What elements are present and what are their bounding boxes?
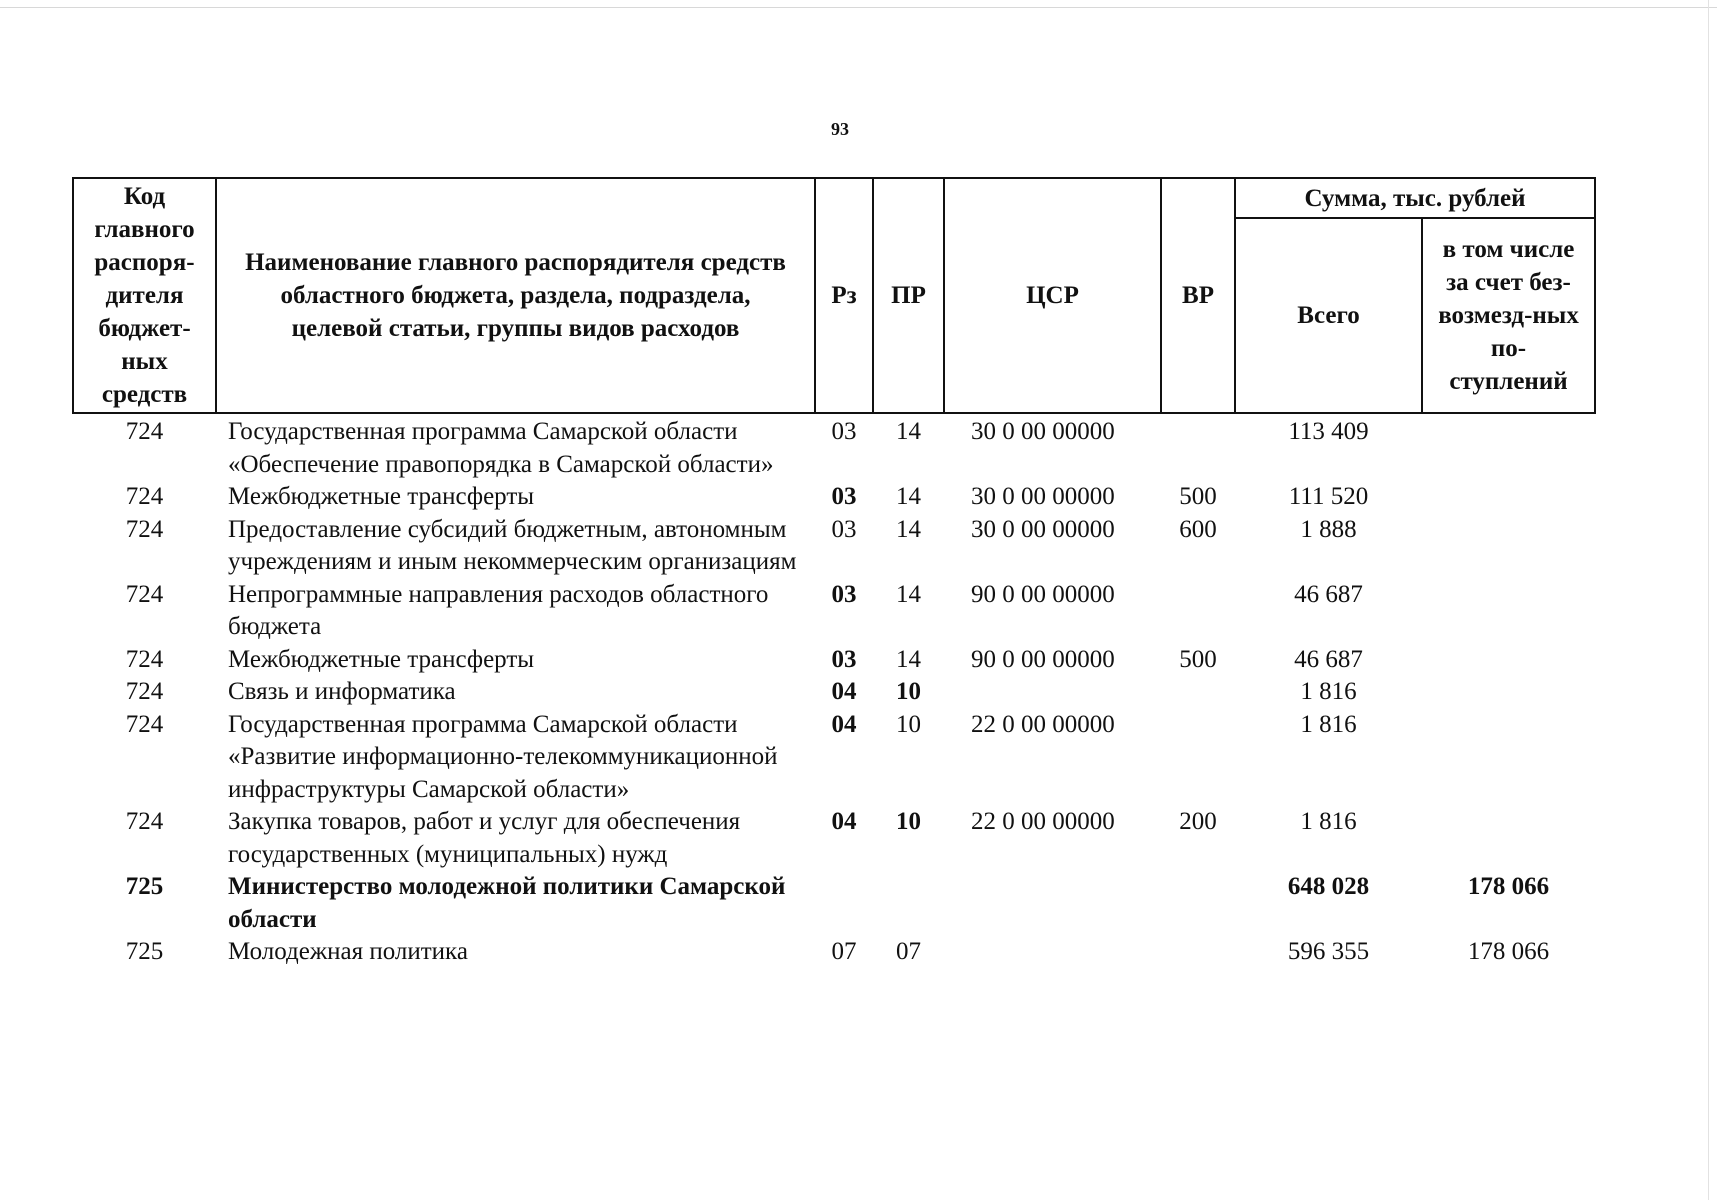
table-row	[73, 514, 1595, 579]
cell-rz: 03	[831, 645, 857, 673]
budget-table	[72, 177, 1596, 969]
cell-csr: 30 0 00 00000	[971, 418, 1115, 445]
scan-edge-line	[1708, 0, 1709, 1200]
cell-vr	[1161, 871, 1235, 936]
cell-pr: 14	[896, 515, 921, 543]
table-row	[73, 644, 1595, 677]
cell-total: 46 687	[1294, 580, 1363, 608]
cell-pr: 14	[896, 418, 921, 445]
cell-csr: 90 0 00 00000	[971, 580, 1115, 608]
cell-vr	[1161, 709, 1235, 807]
cell-rz: 04	[831, 710, 857, 738]
cell-code: 724	[125, 515, 164, 543]
cell-code: 724	[125, 808, 164, 835]
cell-pr: 10	[896, 678, 921, 705]
cell-code: 725	[125, 938, 164, 965]
header-rz: Рз	[815, 178, 873, 413]
cell-name: Закупка товаров, работ и услуг для обеспечения государственных (муниципальных) нужд	[228, 808, 741, 868]
table-row	[73, 481, 1595, 514]
cell-total: 1 816	[1300, 710, 1357, 738]
cell-pr: 14	[896, 580, 921, 608]
header-gratuitous: в том числе за счет без-возмезд-ных по-ступлений	[1422, 218, 1595, 413]
cell-pr: 07	[896, 938, 921, 965]
cell-name: Межбюджетные трансферты	[228, 483, 535, 510]
cell-csr	[944, 871, 1161, 936]
cell-gratuitous	[1422, 644, 1595, 677]
cell-name: Государственная программа Самарской области «Обеспечение правопорядка в Самарской области»	[228, 418, 774, 478]
cell-total: 111 520	[1288, 483, 1369, 510]
cell-csr: 30 0 00 00000	[971, 483, 1115, 510]
table-row	[73, 579, 1595, 644]
table-body	[73, 413, 1595, 969]
cell-csr: 90 0 00 00000	[971, 645, 1115, 673]
cell-pr: 14	[896, 645, 921, 673]
cell-name: Предоставление субсидий бюджетным, автономным учреждениям и иным некоммерческим организациям	[228, 515, 797, 575]
table-row	[73, 709, 1595, 807]
cell-code: 724	[125, 418, 164, 445]
cell-vr: 500	[1179, 483, 1217, 510]
cell-gratuitous	[1422, 579, 1595, 644]
cell-vr	[1161, 413, 1235, 481]
cell-name: Молодежная политика	[228, 938, 468, 965]
cell-name: Связь и информатика	[228, 678, 456, 705]
header-code: Код главного распоря-дителя бюджет-ных средств	[73, 178, 216, 413]
cell-csr	[944, 676, 1161, 709]
cell-code: 724	[125, 645, 164, 673]
cell-total: 1 888	[1300, 515, 1357, 543]
cell-total: 648 028	[1287, 873, 1370, 900]
page-number: 93	[831, 119, 849, 139]
table-row	[73, 936, 1595, 969]
cell-pr	[873, 871, 944, 936]
cell-csr: 22 0 00 00000	[971, 808, 1115, 835]
cell-code: 724	[125, 710, 164, 738]
cell-rz: 03	[831, 515, 857, 543]
header-pr: ПР	[873, 178, 944, 413]
cell-vr: 600	[1179, 515, 1217, 543]
table-row	[73, 871, 1595, 936]
cell-name: Государственная программа Самарской области «Развитие информационно-телекоммуникационной инфраструктуры Самарской области»	[228, 710, 778, 803]
header-sum: Сумма, тыс. рублей	[1235, 178, 1595, 218]
cell-gratuitous	[1422, 709, 1595, 807]
cell-total: 113 409	[1288, 418, 1369, 445]
header-total: Всего	[1235, 218, 1422, 413]
cell-code: 725	[125, 873, 164, 900]
cell-vr: 200	[1179, 808, 1217, 835]
cell-rz	[815, 871, 873, 936]
cell-name: Непрограммные направления расходов областного бюджета	[228, 580, 769, 640]
scan-border-line	[0, 7, 1717, 8]
table-row	[73, 806, 1595, 871]
cell-name: Министерство молодежной политики Самарской области	[228, 873, 786, 933]
header-csr: ЦСР	[944, 178, 1161, 413]
cell-total: 596 355	[1287, 938, 1370, 965]
table-row	[73, 676, 1595, 709]
table-header	[73, 178, 1595, 413]
cell-vr: 500	[1179, 645, 1217, 673]
header-vr: ВР	[1161, 178, 1235, 413]
cell-vr	[1161, 936, 1235, 969]
cell-rz: 03	[831, 483, 857, 510]
cell-name: Межбюджетные трансферты	[228, 645, 535, 673]
cell-gratuitous: 178 066	[1467, 938, 1550, 965]
cell-gratuitous	[1422, 481, 1595, 514]
table-row	[73, 413, 1595, 481]
cell-gratuitous	[1422, 806, 1595, 871]
cell-csr	[944, 936, 1161, 969]
cell-csr: 30 0 00 00000	[971, 515, 1115, 543]
cell-vr	[1161, 579, 1235, 644]
cell-gratuitous	[1422, 514, 1595, 579]
cell-pr: 14	[896, 483, 921, 510]
cell-pr: 10	[896, 710, 921, 738]
cell-gratuitous: 178 066	[1467, 873, 1550, 900]
cell-rz: 07	[831, 938, 857, 965]
cell-rz: 03	[831, 580, 857, 608]
cell-total: 1 816	[1300, 808, 1357, 835]
cell-vr	[1161, 676, 1235, 709]
cell-rz: 04	[831, 808, 857, 835]
cell-code: 724	[125, 678, 164, 705]
cell-total: 1 816	[1300, 678, 1357, 705]
cell-rz: 03	[831, 418, 857, 445]
cell-csr: 22 0 00 00000	[971, 710, 1115, 738]
cell-rz: 04	[831, 678, 857, 705]
cell-pr: 10	[896, 808, 921, 835]
cell-total: 46 687	[1294, 645, 1363, 673]
header-name: Наименование главного распорядителя средств областного бюджета, раздела, подраздела, целевой статьи, группы видов расходов	[216, 178, 815, 413]
cell-code: 724	[125, 580, 164, 608]
cell-gratuitous	[1422, 676, 1595, 709]
cell-gratuitous	[1422, 413, 1595, 481]
cell-code: 724	[125, 483, 164, 510]
